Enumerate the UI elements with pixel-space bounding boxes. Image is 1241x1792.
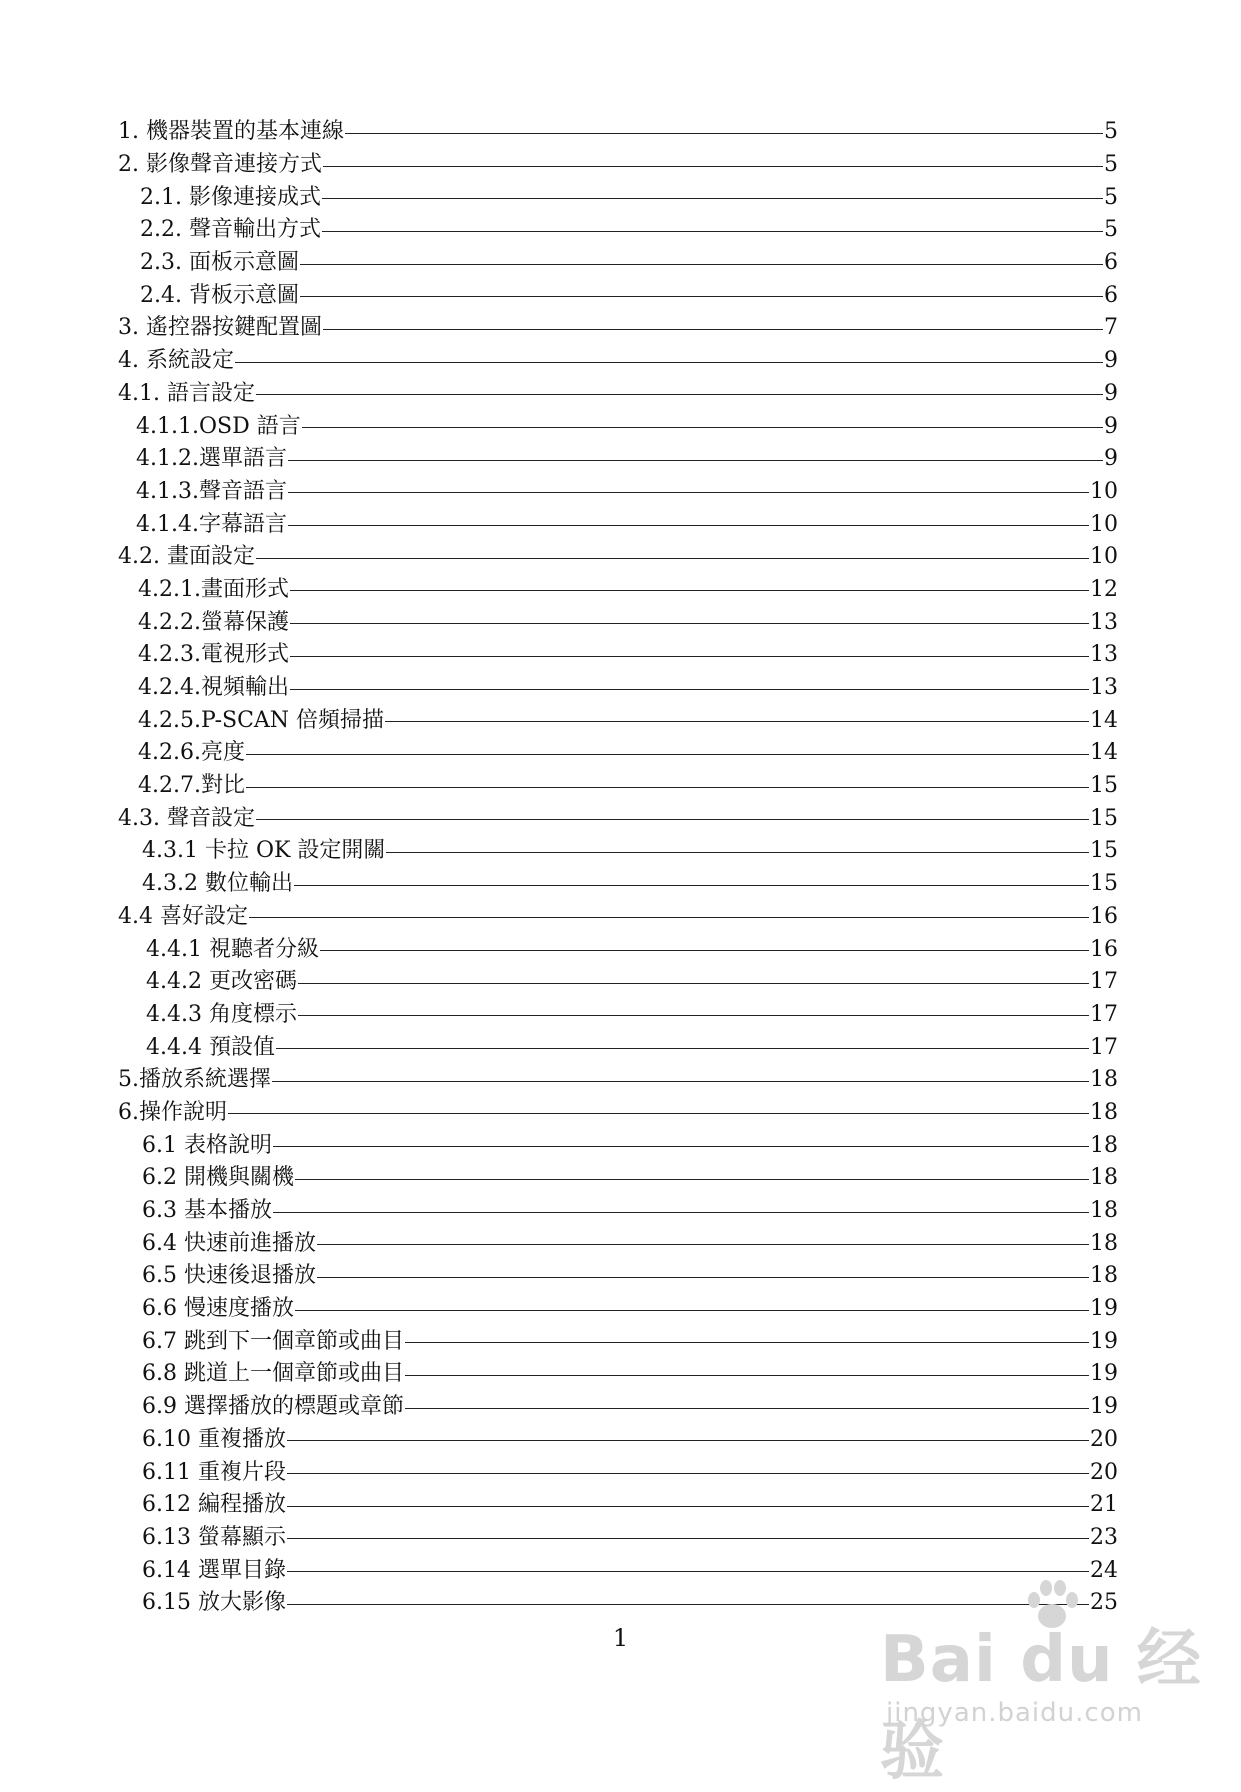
toc-entry-page: 18 [1090,1198,1118,1224]
toc-entry-page: 13 [1090,609,1118,635]
toc-leader-line [295,1179,1089,1180]
toc-entry-page: 19 [1090,1394,1118,1420]
toc-entry [118,999,1118,1032]
toc-leader-line [302,427,1103,428]
toc-entry-page: 24 [1090,1557,1118,1583]
toc-leader-line [288,525,1089,526]
toc-leader-line [288,460,1103,461]
watermark [872,1568,1212,1789]
toc-entry [118,116,1118,149]
toc-entry-title: 6.3 基本播放 [142,1198,272,1224]
toc-entry-page: 19 [1090,1296,1118,1322]
toc-leader-line [288,492,1089,493]
toc-entry [118,279,1118,312]
toc-entry-page: 17 [1090,1001,1118,1027]
toc-entry-page: 17 [1090,969,1118,995]
toc-entry [118,214,1118,247]
toc-leader-line [272,1081,1089,1082]
toc-entry [118,508,1118,541]
toc-leader-line [290,623,1089,624]
toc-leader-line [317,1244,1089,1245]
toc-entry [118,181,1118,214]
toc-leader-line [320,950,1089,951]
toc-entry [118,1097,1118,1130]
toc-entry-title: 6.8 跳道上一個章節或曲目 [142,1361,404,1387]
toc-entry-title: 6.9 選擇播放的標題或章節 [142,1394,404,1420]
toc-leader-line [246,787,1089,788]
toc-entry-title: 4.3.2 數位輸出 [142,871,293,897]
toc-entry-page: 10 [1090,478,1118,504]
toc-leader-line [294,885,1089,886]
toc-entry-title: 4.4.3 角度標示 [146,1001,297,1027]
toc-leader-line [300,264,1103,265]
toc-entry-title: 6.11 重複片段 [142,1459,286,1485]
toc-leader-line [317,1277,1089,1278]
toc-entry-title: 4.4.1 視聽者分級 [146,936,319,962]
watermark-site: jingyan.baidu.com [886,1698,1143,1728]
toc-entry [118,1031,1118,1064]
toc-entry-title: 6.4 快速前進播放 [142,1230,316,1256]
toc-entry-title: 6.10 重複播放 [142,1426,286,1452]
toc-entry-title: 2.4. 背板示意圖 [140,282,299,308]
toc-leader-line [290,590,1089,591]
toc-entry-page: 5 [1104,152,1118,178]
toc-entry-page: 23 [1090,1524,1118,1550]
toc-leader-line [405,1375,1089,1376]
toc-entry-title: 6.2 開機與關機 [142,1165,294,1191]
toc-entry-title: 4.2.1.畫面形式 [138,576,289,602]
toc-entry-title: 4.1.2.選單語言 [136,446,287,472]
toc-entry-title: 4.1.3.聲音語言 [136,478,287,504]
toc-entry [118,835,1118,868]
toc-entry-page: 18 [1090,1067,1118,1093]
toc-entry [118,606,1118,639]
toc-entry-page: 15 [1090,838,1118,864]
toc-entry [118,1227,1118,1260]
toc-entry [118,770,1118,803]
toc-leader-line [405,1408,1089,1409]
toc-entry [118,247,1118,280]
toc-entry-title: 6.12 編程播放 [142,1492,286,1518]
toc-entry [118,737,1118,770]
toc-entry [118,1260,1118,1293]
toc-entry-title: 4.2.5.P-SCAN 倍頻掃描 [138,707,385,733]
toc-entry-page: 16 [1090,903,1118,929]
toc-entry-page: 17 [1090,1034,1118,1060]
toc-entry [118,149,1118,182]
toc-leader-line [300,296,1103,297]
toc-entry [118,1325,1118,1358]
toc-entry-page: 5 [1104,184,1118,210]
toc-entry-page: 16 [1090,936,1118,962]
toc-leader-line [345,133,1103,134]
toc-entry-page: 14 [1090,707,1118,733]
toc-entry [118,541,1118,574]
toc-entry [118,1162,1118,1195]
toc-leader-line [323,329,1103,330]
toc-entry-title: 2.3. 面板示意圖 [140,250,299,276]
toc-entry [118,1358,1118,1391]
toc-entry-page: 9 [1104,348,1118,374]
toc-leader-line [322,231,1103,232]
toc-entry [118,802,1118,835]
toc-entry-page: 15 [1090,805,1118,831]
toc-entry-title: 6.13 螢幕顯示 [142,1524,286,1550]
toc-entry [118,1522,1118,1555]
page-number: 1 [612,1624,629,1652]
toc-entry-page: 19 [1090,1361,1118,1387]
toc-entry-title: 4.2.6.亮度 [138,740,245,766]
toc-leader-line [256,394,1103,395]
toc-entry-page: 5 [1104,217,1118,243]
toc-entry-title: 4.2.2.螢幕保護 [138,609,289,635]
toc-entry-page: 20 [1090,1426,1118,1452]
toc-entry-page: 12 [1090,576,1118,602]
toc-entry-title: 1. 機器裝置的基本連線 [118,119,344,145]
toc-leader-line [287,1473,1089,1474]
toc-leader-line [295,1310,1089,1311]
toc-entry-page: 14 [1090,740,1118,766]
toc-entry [118,1293,1118,1326]
toc-entry [118,443,1118,476]
toc-leader-line [287,1506,1089,1507]
toc-entry [118,639,1118,672]
toc-leader-line [322,198,1103,199]
toc-entry-title: 6.5 快速後退播放 [142,1263,316,1289]
table-of-contents [118,116,1118,1620]
toc-entry [118,1391,1118,1424]
toc-leader-line [235,362,1103,363]
toc-leader-line [249,917,1089,918]
toc-entry-title: 2. 影像聲音連接方式 [118,152,322,178]
toc-entry-page: 18 [1090,1230,1118,1256]
toc-entry-page: 21 [1090,1492,1118,1518]
toc-entry [118,1489,1118,1522]
toc-entry-page: 9 [1104,380,1118,406]
toc-entry [118,966,1118,999]
toc-entry-page: 7 [1104,315,1118,341]
toc-leader-line [256,558,1089,559]
toc-leader-line [290,656,1089,657]
toc-entry-title: 3. 遙控器按鍵配置圖 [118,315,322,341]
toc-entry-title: 4.3. 聲音設定 [118,805,255,831]
toc-entry-title: 4.1.4.字幕語言 [136,511,287,537]
toc-entry [118,1195,1118,1228]
toc-entry-title: 6.1 表格說明 [142,1132,272,1158]
toc-entry [118,410,1118,443]
toc-entry [118,1064,1118,1097]
toc-leader-line [385,721,1089,722]
toc-entry-page: 10 [1090,544,1118,570]
toc-entry-title: 4.4 喜好設定 [118,903,248,929]
toc-entry [118,933,1118,966]
toc-leader-line [323,166,1103,167]
toc-entry [118,476,1118,509]
toc-leader-line [386,852,1089,853]
toc-entry-title: 6.14 選單目錄 [142,1557,286,1583]
toc-entry-page: 18 [1090,1132,1118,1158]
toc-entry-title: 4.2.4.視頻輸出 [138,675,289,701]
toc-entry-title: 4.2.3.電視形式 [138,642,289,668]
toc-entry-page: 25 [1090,1590,1118,1616]
toc-entry [118,378,1118,411]
toc-entry-page: 20 [1090,1459,1118,1485]
toc-entry-page: 13 [1090,675,1118,701]
toc-entry-title: 6.7 跳到下一個章節或曲目 [142,1328,404,1354]
toc-entry-page: 9 [1104,446,1118,472]
toc-entry-title: 6.6 慢速度播放 [142,1296,294,1322]
toc-leader-line [290,689,1089,690]
toc-entry-page: 18 [1090,1165,1118,1191]
toc-entry-page: 6 [1104,250,1118,276]
toc-entry [118,574,1118,607]
toc-entry [118,672,1118,705]
toc-entry [118,345,1118,378]
toc-entry [118,704,1118,737]
toc-leader-line [256,819,1089,820]
toc-entry-title: 4.1. 語言設定 [118,380,255,406]
toc-entry-title: 4.4.2 更改密碼 [146,969,297,995]
toc-leader-line [287,1538,1089,1539]
toc-entry-title: 4.1.1.OSD 語言 [136,413,301,439]
toc-leader-line [276,1048,1089,1049]
toc-entry [118,1424,1118,1457]
toc-entry-title: 6.操作說明 [118,1099,227,1125]
toc-entry-page: 18 [1090,1099,1118,1125]
toc-entry-page: 9 [1104,413,1118,439]
toc-entry [118,1456,1118,1489]
toc-entry [118,868,1118,901]
toc-leader-line [273,1212,1089,1213]
toc-entry-title: 4. 系統設定 [118,348,234,374]
toc-entry-title: 2.1. 影像連接成式 [140,184,321,210]
toc-entry-page: 19 [1090,1328,1118,1354]
toc-leader-line [287,1440,1089,1441]
toc-entry-title: 5.播放系統選擇 [118,1067,271,1093]
toc-entry-page: 15 [1090,773,1118,799]
toc-leader-line [298,983,1089,984]
toc-entry-title: 6.15 放大影像 [142,1590,286,1616]
toc-leader-line [405,1342,1089,1343]
toc-leader-line [228,1113,1089,1114]
toc-leader-line [246,754,1089,755]
toc-leader-line [298,1015,1089,1016]
toc-entry-title: 4.4.4 預設值 [146,1034,275,1060]
toc-entry-page: 18 [1090,1263,1118,1289]
toc-entry-title: 2.2. 聲音輸出方式 [140,217,321,243]
toc-entry-page: 13 [1090,642,1118,668]
toc-entry-page: 10 [1090,511,1118,537]
toc-entry-page: 6 [1104,282,1118,308]
toc-entry [118,312,1118,345]
toc-leader-line [273,1146,1089,1147]
toc-entry-title: 4.2.7.對比 [138,773,245,799]
toc-entry-page: 15 [1090,871,1118,897]
toc-entry [118,1129,1118,1162]
toc-entry-title: 4.3.1 卡拉 OK 設定開關 [142,838,386,864]
watermark-logo: Bai du 经验 [880,1623,1202,1789]
toc-entry [118,901,1118,934]
toc-entry-title: 4.2. 畫面設定 [118,544,255,570]
toc-entry-page: 5 [1104,119,1118,145]
